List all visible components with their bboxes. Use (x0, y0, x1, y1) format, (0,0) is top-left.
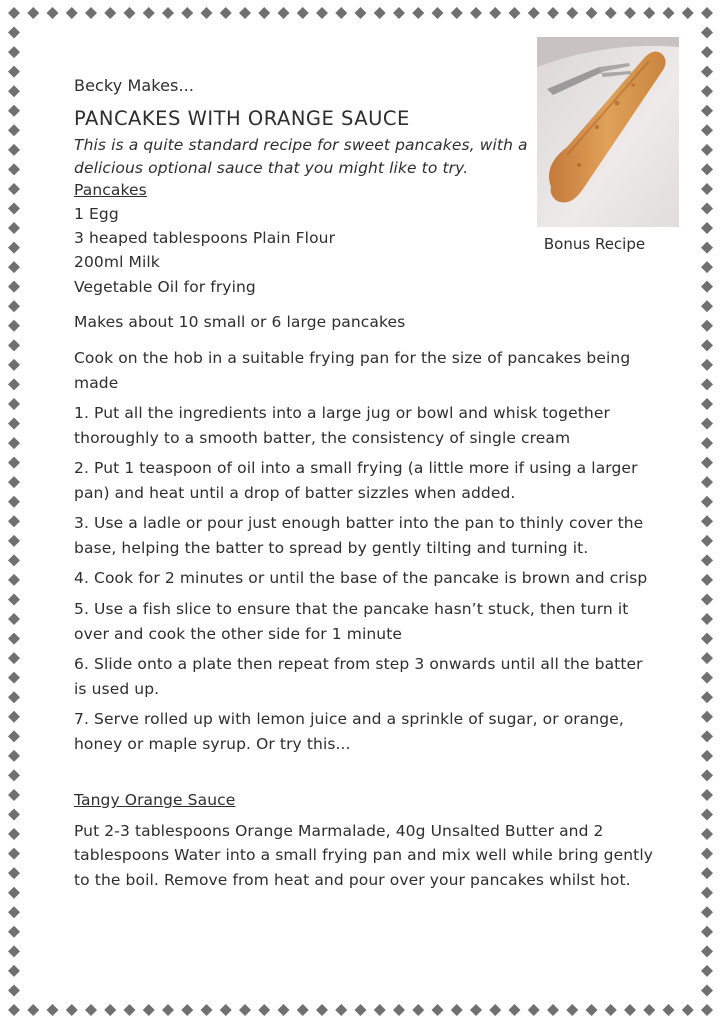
border-diamond (412, 1004, 424, 1016)
border-diamond (509, 1004, 521, 1016)
border-diamond (8, 887, 20, 899)
border-diamond (47, 7, 59, 19)
border-diamond (8, 965, 20, 977)
border-diamond (566, 1004, 578, 1016)
border-diamond (8, 1004, 20, 1016)
border-diamond (162, 7, 174, 19)
sauce-text: Put 2-3 tablespoons Orange Marmalade, 40g Unsalted Butter and 2 tablespoons Water into a small frying pan and mix well while bring gently to the boil. Remove from heat and pour over your pancakes whilst hot. (74, 821, 654, 890)
border-diamond (8, 300, 20, 312)
step-item: 5. Use a fish slice to ensure that the pancake hasn’t stuck, then turn it over and cook the other side for 1 minute (74, 599, 629, 643)
border-diamond (8, 769, 20, 781)
ingredient-list (74, 202, 659, 300)
photo-caption: Bonus Recipe (543, 235, 646, 253)
border-diamond (8, 496, 20, 508)
ingredient-item: 3 heaped tablespoons Plain Flour (74, 228, 336, 247)
border-diamond (701, 906, 713, 918)
border-diamond (701, 789, 713, 801)
border-diamond (8, 848, 20, 860)
step-item: 7. Serve rolled up with lemon juice and a sprinkle of sugar, or orange, honey or maple syrup. Or try this... (74, 710, 624, 754)
border-diamond (27, 7, 39, 19)
border-diamond (8, 750, 20, 762)
border-diamond (566, 7, 578, 19)
border-diamond (701, 261, 713, 273)
border-diamond (8, 202, 20, 214)
border-diamond (701, 378, 713, 390)
recipe-content (74, 76, 659, 893)
border-diamond (701, 418, 713, 430)
border-diamond (335, 1004, 347, 1016)
border-diamond (682, 7, 694, 19)
border-diamond (104, 7, 116, 19)
border-diamond (489, 7, 501, 19)
border-diamond (412, 7, 424, 19)
border-diamond (432, 1004, 444, 1016)
border-diamond (701, 85, 713, 97)
border-diamond (701, 809, 713, 821)
border-diamond (8, 144, 20, 156)
recipe-intro: This is a quite standard recipe for sweet pancakes, with a delicious optional sauce that you might like to try. (74, 136, 528, 177)
border-diamond (528, 1004, 540, 1016)
border-diamond (701, 300, 713, 312)
border-diamond (701, 46, 713, 58)
border-diamond (701, 496, 713, 508)
border-diamond (85, 1004, 97, 1016)
border-diamond (47, 1004, 59, 1016)
border-diamond (451, 1004, 463, 1016)
border-diamond (701, 183, 713, 195)
border-diamond (27, 1004, 39, 1016)
border-diamond (701, 398, 713, 410)
border-diamond (66, 1004, 78, 1016)
border-diamond (124, 7, 136, 19)
sauce-heading: Tangy Orange Sauce (74, 791, 236, 810)
border-diamond (162, 1004, 174, 1016)
border-diamond (701, 124, 713, 136)
border-diamond (8, 339, 20, 351)
border-diamond (201, 7, 213, 19)
border-diamond (8, 457, 20, 469)
border-diamond (8, 867, 20, 879)
step-item: 3. Use a ladle or pour just enough batter into the pan to thinly cover the base, helping the batter to spread by gently tilting and turning it. (74, 514, 644, 558)
border-diamond (8, 320, 20, 332)
border-diamond (547, 7, 559, 19)
step-item: 2. Put 1 teaspoon of oil into a small frying (a little more if using a larger pan) and heat until a drop of batter sizzles when added. (74, 459, 638, 503)
border-diamond (701, 457, 713, 469)
pancakes-heading: Pancakes (74, 181, 147, 200)
border-diamond (701, 359, 713, 371)
border-diamond (181, 7, 193, 19)
border-diamond (8, 672, 20, 684)
border-diamond (701, 887, 713, 899)
border-diamond (104, 1004, 116, 1016)
border-diamond (297, 1004, 309, 1016)
border-diamond (701, 163, 713, 175)
border-diamond (316, 7, 328, 19)
border-diamond (258, 7, 270, 19)
border-diamond (470, 7, 482, 19)
border-diamond (8, 574, 20, 586)
border-diamond (8, 593, 20, 605)
border-diamond (701, 7, 713, 19)
border-diamond (8, 476, 20, 488)
border-diamond (8, 554, 20, 566)
border-diamond (8, 515, 20, 527)
border-diamond (66, 7, 78, 19)
border-diamond (297, 7, 309, 19)
border-diamond (701, 144, 713, 156)
border-diamond (701, 222, 713, 234)
border-diamond (701, 515, 713, 527)
border-diamond (278, 7, 290, 19)
border-diamond (8, 261, 20, 273)
border-diamond (701, 535, 713, 547)
border-diamond (393, 7, 405, 19)
border-diamond (8, 85, 20, 97)
border-diamond (489, 1004, 501, 1016)
border-diamond (701, 66, 713, 78)
border-diamond (8, 163, 20, 175)
border-diamond (181, 1004, 193, 1016)
border-diamond (663, 7, 675, 19)
border-diamond (701, 339, 713, 351)
border-diamond (8, 378, 20, 390)
border-diamond (8, 809, 20, 821)
border-diamond (701, 27, 713, 39)
border-diamond (8, 828, 20, 840)
border-diamond (8, 652, 20, 664)
border-diamond (8, 398, 20, 410)
border-diamond (8, 711, 20, 723)
border-diamond (701, 672, 713, 684)
border-diamond (8, 984, 20, 996)
border-diamond (701, 633, 713, 645)
border-diamond (701, 711, 713, 723)
border-diamond (547, 1004, 559, 1016)
border-diamond (701, 320, 713, 332)
border-diamond (8, 945, 20, 957)
border-diamond (701, 730, 713, 742)
border-diamond (8, 535, 20, 547)
border-diamond (8, 906, 20, 918)
border-diamond (682, 1004, 694, 1016)
border-diamond (8, 66, 20, 78)
step-item: 1. Put all the ingredients into a large jug or bowl and whisk together thoroughly to a smooth batter, the consistency of single cream (74, 403, 610, 447)
border-diamond (239, 1004, 251, 1016)
border-diamond (701, 750, 713, 762)
border-diamond (85, 7, 97, 19)
border-diamond (663, 1004, 675, 1016)
border-diamond (701, 652, 713, 664)
border-diamond (701, 691, 713, 703)
border-diamond (8, 242, 20, 254)
border-diamond (8, 418, 20, 430)
border-diamond (393, 1004, 405, 1016)
border-diamond (8, 789, 20, 801)
border-diamond (701, 828, 713, 840)
border-diamond (220, 7, 232, 19)
border-diamond (355, 7, 367, 19)
border-diamond (509, 7, 521, 19)
border-diamond (701, 281, 713, 293)
border-diamond (8, 926, 20, 938)
border-diamond (143, 7, 155, 19)
border-diamond (605, 1004, 617, 1016)
recipe-title: PANCAKES WITH ORANGE SAUCE (74, 106, 410, 130)
border-diamond (8, 105, 20, 117)
border-diamond (8, 691, 20, 703)
border-diamond (335, 7, 347, 19)
border-diamond (701, 593, 713, 605)
border-diamond (8, 730, 20, 742)
border-diamond (605, 7, 617, 19)
border-diamond (8, 46, 20, 58)
border-diamond (701, 437, 713, 449)
border-diamond (355, 1004, 367, 1016)
border-diamond (528, 7, 540, 19)
border-diamond (624, 7, 636, 19)
border-diamond (701, 613, 713, 625)
border-diamond (701, 242, 713, 254)
ingredient-item: 1 Egg (74, 204, 119, 223)
border-diamond (239, 7, 251, 19)
border-diamond (374, 1004, 386, 1016)
border-diamond (8, 7, 20, 19)
step-item: 6. Slide onto a plate then repeat from step 3 onwards until all the batter is used up. (74, 654, 643, 698)
brand-line: Becky Makes... (74, 76, 195, 95)
border-diamond (701, 476, 713, 488)
ingredient-item: Vegetable Oil for frying (74, 277, 256, 296)
border-diamond (701, 867, 713, 879)
border-diamond (643, 7, 655, 19)
border-diamond (701, 202, 713, 214)
border-diamond (8, 281, 20, 293)
yield-note: Makes about 10 small or 6 large pancakes (74, 313, 406, 332)
border-diamond (8, 27, 20, 39)
border-diamond (432, 7, 444, 19)
border-diamond (8, 359, 20, 371)
border-diamond (470, 1004, 482, 1016)
border-diamond (643, 1004, 655, 1016)
border-diamond (701, 945, 713, 957)
border-diamond (220, 1004, 232, 1016)
border-diamond (701, 926, 713, 938)
border-diamond (701, 848, 713, 860)
border-diamond (624, 1004, 636, 1016)
border-diamond (8, 613, 20, 625)
border-diamond (201, 1004, 213, 1016)
border-diamond (8, 633, 20, 645)
ingredient-item: 200ml Milk (74, 253, 160, 272)
border-diamond (701, 965, 713, 977)
border-diamond (8, 437, 20, 449)
border-diamond (701, 554, 713, 566)
border-diamond (124, 1004, 136, 1016)
cook-note: Cook on the hob in a suitable frying pan for the size of pancakes being made (74, 349, 631, 393)
border-diamond (586, 7, 598, 19)
border-diamond (143, 1004, 155, 1016)
border-diamond (8, 124, 20, 136)
border-diamond (701, 105, 713, 117)
method-steps (74, 401, 659, 757)
border-diamond (258, 1004, 270, 1016)
border-diamond (8, 222, 20, 234)
border-diamond (701, 1004, 713, 1016)
border-diamond (701, 984, 713, 996)
border-diamond (701, 769, 713, 781)
step-item: 4. Cook for 2 minutes or until the base of the pancake is brown and crisp (74, 569, 648, 588)
border-diamond (316, 1004, 328, 1016)
border-diamond (278, 1004, 290, 1016)
border-diamond (701, 574, 713, 586)
border-diamond (374, 7, 386, 19)
border-diamond (451, 7, 463, 19)
border-diamond (8, 183, 20, 195)
border-diamond (586, 1004, 598, 1016)
